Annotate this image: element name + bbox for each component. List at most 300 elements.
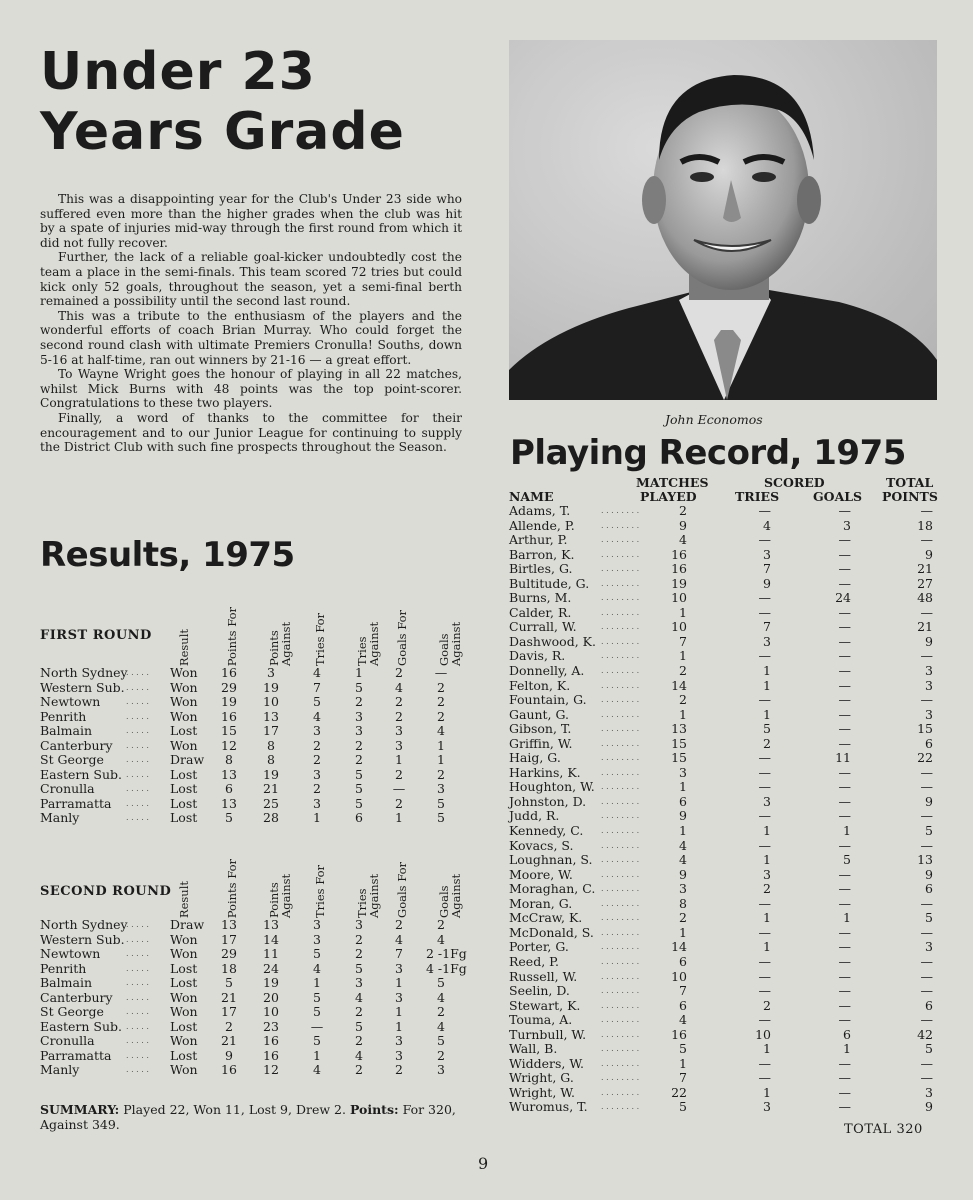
column-header: Goals For [395, 610, 409, 666]
tries: — [758, 750, 771, 766]
score-value: 3 [395, 1033, 403, 1048]
leader-dots: . . . . . [126, 978, 149, 987]
score-value: 3 [395, 737, 403, 753]
score-value: 5 [225, 975, 233, 990]
score-value: 5 [225, 810, 233, 825]
matches-played: 4 [679, 532, 687, 548]
photo-caption: John Economos [665, 412, 763, 427]
player-name: Fountain, G. [509, 692, 587, 708]
goals: — [838, 633, 851, 649]
player-name: Kennedy, C. [509, 823, 584, 839]
portrait-image [509, 40, 937, 400]
leader-dots: . . . . . [126, 784, 149, 793]
tries: 1 [763, 823, 771, 839]
matches-played: 9 [679, 517, 687, 533]
total-points: — [920, 779, 933, 795]
team-name: Canterbury [40, 737, 113, 753]
score-value: 2 [355, 1062, 363, 1077]
team-name: Balmain [40, 975, 92, 990]
intro-paragraph: This was a disappointing year for the Club's Under 23 side who suffered even more than the higher grades when the club was hit by a spate of injuries mid-way through the first round from which it did not fully recover. [40, 192, 462, 250]
goals: 5 [843, 852, 851, 868]
player-row [509, 897, 949, 912]
score-value: 5 [437, 795, 445, 811]
score-value: 12 [221, 737, 237, 753]
total-points: — [920, 895, 933, 911]
score-value: 19 [263, 679, 279, 695]
leader-dots: . . . . . . . . [601, 636, 640, 646]
tries: — [758, 808, 771, 824]
matches-played: 4 [679, 837, 687, 853]
column-header: Points Against [267, 873, 293, 918]
total-points: — [920, 968, 933, 984]
player-row [509, 970, 949, 985]
team-name: Eastern Sub. [40, 766, 123, 782]
player-row [509, 1028, 949, 1043]
goals: — [838, 1012, 851, 1028]
tries: 9 [763, 575, 771, 591]
matches-played: 1 [679, 648, 687, 664]
score-value: 16 [263, 1033, 279, 1048]
leader-dots: . . . . . . . . [601, 607, 640, 617]
score-value: 13 [221, 795, 237, 811]
total-points: — [920, 692, 933, 708]
result-row [40, 695, 480, 710]
score-value: 18 [221, 960, 237, 976]
score-value: 2 [395, 1062, 403, 1077]
result-value: Won [170, 1062, 198, 1077]
player-name: Johnston, D. [509, 793, 587, 809]
player-name: Widders, W. [509, 1055, 584, 1071]
leader-dots: . . . . . . . . [601, 942, 640, 952]
result-row [40, 782, 480, 797]
result-row [40, 768, 480, 783]
total-points: 15 [917, 721, 933, 737]
score-value: 1 [395, 752, 403, 767]
result-row [40, 1005, 480, 1020]
player-name: Wuromus, T. [509, 1099, 588, 1115]
leader-dots: . . . . . . . . [601, 695, 640, 705]
total-points: 21 [917, 561, 933, 577]
header-matches-bottom: PLAYED [640, 489, 697, 504]
player-row [509, 780, 949, 795]
tries: — [758, 503, 771, 518]
player-name: Moore, W. [509, 866, 573, 882]
goals: — [838, 779, 851, 795]
leader-dots: . . . . . [126, 949, 149, 958]
tries: 1 [763, 939, 771, 955]
player-name: Turnbull, W. [509, 1026, 587, 1042]
leader-dots: . . . . . . . . [601, 506, 640, 515]
first-round-header [40, 590, 480, 666]
tries: 1 [763, 706, 771, 722]
total-points: — [920, 1012, 933, 1028]
leader-dots: . . . . . . . . [601, 767, 640, 777]
player-name: Gaunt, G. [509, 706, 570, 722]
score-value: 15 [221, 723, 237, 738]
leader-dots: . . . . . [126, 1065, 149, 1074]
matches-played: 16 [671, 546, 687, 562]
team-name: Western Sub. [40, 679, 125, 695]
score-value: 1 [395, 1018, 403, 1034]
page-title-line-2: Years Grade [40, 102, 405, 162]
leader-dots: . . . . . [126, 992, 149, 1002]
leader-dots: . . . . . . . . [601, 564, 640, 574]
team-name: Parramatta [40, 1047, 112, 1063]
player-row [509, 766, 949, 781]
score-value: 4 [437, 723, 445, 738]
result-row [40, 933, 480, 948]
total-points: 3 [925, 939, 933, 955]
total-points: 27 [917, 575, 933, 591]
score-value: 7 [313, 679, 321, 695]
score-value: 10 [263, 694, 279, 709]
column-header: Result [177, 628, 191, 666]
player-name: Currall, W. [509, 619, 577, 635]
leader-dots: . . . . . [126, 682, 149, 692]
player-row [509, 1100, 949, 1115]
matches-played: 22 [671, 1084, 687, 1100]
score-value: 11 [263, 946, 279, 961]
result-value: Lost [170, 781, 198, 796]
player-name: Barron, K. [509, 546, 575, 562]
player-name: Griffin, W. [509, 735, 573, 751]
total-points: — [920, 953, 933, 969]
leader-dots: . . . . . . . . [601, 738, 640, 748]
tries: — [758, 692, 771, 708]
player-row [509, 591, 949, 606]
matches-played: 1 [679, 924, 687, 940]
leader-dots: . . . . . . . . [601, 884, 640, 894]
score-value: 3 [267, 665, 275, 680]
player-row [509, 751, 949, 766]
score-value: 2 [313, 737, 321, 753]
score-value: — [434, 665, 448, 680]
leader-dots: . . . . . [126, 697, 149, 706]
tries: — [758, 895, 771, 911]
total-points: — [920, 532, 933, 548]
score-value: 5 [313, 1033, 321, 1048]
leader-dots: . . . . . . . . [601, 724, 640, 734]
team-name: Penrith [40, 708, 87, 724]
score-value: 16 [221, 708, 237, 724]
player-name: Arthur, P. [509, 532, 568, 548]
result-row [40, 710, 480, 725]
matches-played: 1 [679, 779, 687, 795]
leader-dots: . . . . . . . . [601, 1058, 640, 1068]
player-row [509, 984, 949, 999]
score-value: 3 [437, 781, 445, 796]
total-points: 3 [925, 677, 933, 693]
total-points: — [920, 1055, 933, 1071]
score-value: 3 [355, 975, 363, 990]
player-row [509, 940, 949, 955]
player-name: Judd, R. [509, 808, 560, 824]
goals: — [838, 997, 851, 1013]
score-value: 1 [395, 1004, 403, 1019]
team-name: Eastern Sub. [40, 1018, 123, 1034]
score-value: 23 [263, 1018, 279, 1034]
matches-played: 1 [679, 604, 687, 620]
goals: — [838, 546, 851, 562]
intro-paragraph: This was a tribute to the enthusiasm of the players and the wonderful efforts of coach Brian Murray. Who could forget the second round clash with ultimate Premiers Cronulla! Souths, down 5-16 at half-time, ran out winners by 21-16 — a great effort. [40, 308, 462, 367]
goals: — [838, 721, 851, 737]
score-value: 2 [355, 946, 363, 961]
player-name: Burns, M. [509, 590, 572, 606]
matches-played: 6 [679, 953, 687, 969]
tries: — [758, 604, 771, 620]
goals: 3 [843, 517, 851, 533]
player-name: Felton, K. [509, 677, 571, 693]
total-points: 3 [925, 663, 933, 679]
score-value: 1 [355, 665, 363, 680]
first-round-label: FIRST ROUND [40, 628, 152, 643]
player-name: Haig, G. [509, 750, 561, 766]
team-name: Cronulla [40, 781, 95, 796]
team-name: North Sydney [40, 917, 128, 932]
leader-dots: . . . . . . . . [601, 1102, 640, 1112]
goals: — [838, 983, 851, 999]
result-value: Won [170, 694, 198, 709]
tries: — [758, 1070, 771, 1086]
score-value: 4 [355, 989, 363, 1005]
score-value: 3 [355, 723, 363, 738]
portrait-photo [509, 40, 937, 400]
tries: 10 [755, 1026, 771, 1042]
score-value: — [392, 781, 406, 796]
page-title-line-1: Under 23 [40, 42, 316, 102]
player-row [509, 1042, 949, 1057]
total-points: 42 [917, 1026, 933, 1042]
score-value: 2 -1Fg [426, 946, 467, 961]
goals: — [838, 575, 851, 591]
goals: — [838, 881, 851, 897]
goals: — [838, 692, 851, 708]
score-value: 10 [263, 1004, 279, 1019]
total-points: 3 [925, 1084, 933, 1100]
player-name: McDonald, S. [509, 924, 594, 940]
score-value: 2 [437, 766, 445, 782]
summary-points: For 320, Against 349. [40, 1102, 456, 1132]
score-value: 21 [221, 989, 237, 1005]
score-value: 4 [395, 931, 403, 947]
score-value: 12 [263, 1062, 279, 1077]
player-row [509, 795, 949, 810]
score-value: 2 [437, 694, 445, 709]
score-value: 2 [395, 708, 403, 724]
result-row [40, 681, 480, 696]
player-row [509, 548, 949, 563]
result-row [40, 1049, 480, 1064]
team-name: North Sydney [40, 665, 128, 680]
score-value: 3 [395, 960, 403, 976]
player-name: Dashwood, K. [509, 633, 596, 649]
score-value: 24 [263, 960, 279, 976]
player-name: McCraw, K. [509, 910, 583, 926]
tries: — [758, 953, 771, 969]
matches-played: 10 [671, 619, 687, 635]
team-name: Parramatta [40, 795, 112, 811]
total-points: 6 [925, 735, 933, 751]
goals: 6 [843, 1026, 851, 1042]
player-row [509, 868, 949, 883]
total-points: 6 [925, 997, 933, 1013]
column-header: Points For [225, 606, 239, 666]
score-value: 4 [437, 931, 445, 947]
tries: 3 [763, 633, 771, 649]
score-value: 2 [355, 694, 363, 709]
player-name: Allende, P. [509, 517, 575, 533]
tries: 3 [763, 546, 771, 562]
tries: 3 [763, 1099, 771, 1115]
score-value: 3 [395, 723, 403, 738]
leader-dots: . . . . . . . . [601, 549, 640, 559]
first-round-table [40, 590, 480, 826]
tries: — [758, 1055, 771, 1071]
score-value: 29 [221, 946, 237, 961]
leader-dots: . . . . . [126, 769, 149, 779]
result-row [40, 724, 480, 739]
result-value: Lost [170, 795, 198, 811]
score-value: 21 [263, 781, 279, 796]
goals: — [838, 924, 851, 940]
score-value: 4 [313, 665, 321, 680]
total-points: 5 [925, 1041, 933, 1057]
score-value: 1 [437, 737, 445, 753]
player-row [509, 664, 949, 679]
matches-played: 14 [671, 939, 687, 955]
player-row [509, 606, 949, 621]
score-value: 2 [395, 795, 403, 811]
player-row [509, 620, 949, 635]
matches-played: 19 [671, 575, 687, 591]
tries: — [758, 968, 771, 984]
player-name: Moran, G. [509, 895, 573, 911]
column-header: Tries For [313, 865, 327, 918]
tries: 5 [763, 721, 771, 737]
column-header: Result [177, 880, 191, 918]
total-points: 9 [925, 633, 933, 649]
total-points: 9 [925, 546, 933, 562]
player-name: Donnelly, A. [509, 663, 585, 679]
second-round-rows [40, 918, 480, 1078]
score-value: 2 [355, 737, 363, 753]
player-name: Touma, A. [509, 1012, 573, 1028]
result-row [40, 918, 480, 933]
goals: — [838, 663, 851, 679]
matches-played: 15 [671, 750, 687, 766]
goals: — [838, 503, 851, 518]
result-value: Won [170, 931, 198, 947]
second-round-label: SECOND ROUND [40, 884, 172, 899]
results-summary [40, 1102, 480, 1132]
result-row [40, 1034, 480, 1049]
result-value: Lost [170, 766, 198, 782]
leader-dots: . . . . . . . . [601, 753, 640, 763]
page-title [40, 42, 405, 162]
result-row [40, 991, 480, 1006]
team-name: St George [40, 752, 104, 767]
score-value: 17 [221, 931, 237, 947]
score-value: 1 [313, 810, 321, 825]
leader-dots: . . . . . [126, 1021, 149, 1031]
matches-played: 10 [671, 968, 687, 984]
result-value: Won [170, 679, 198, 695]
leader-dots: . . . . . . . . [601, 520, 640, 530]
score-value: 17 [221, 1004, 237, 1019]
total-points: — [920, 808, 933, 824]
team-name: Newtown [40, 694, 101, 709]
leader-dots: . . . . . . . . [601, 927, 640, 937]
team-name: Canterbury [40, 989, 113, 1005]
score-value: 1 [437, 752, 445, 767]
score-value: 5 [313, 989, 321, 1005]
column-header: Goals Against [437, 621, 463, 666]
result-row [40, 962, 480, 977]
score-value: 5 [437, 975, 445, 990]
total-points: — [920, 837, 933, 853]
score-value: 2 [437, 1047, 445, 1063]
total-points: — [920, 1070, 933, 1086]
score-value: 14 [263, 931, 279, 947]
score-value: 1 [395, 975, 403, 990]
matches-played: 13 [671, 721, 687, 737]
header-total-top: TOTAL [886, 475, 934, 490]
matches-played: 9 [679, 808, 687, 824]
player-row [509, 955, 949, 970]
player-row [509, 737, 949, 752]
score-value: 2 [355, 752, 363, 767]
goals: — [838, 808, 851, 824]
player-row [509, 1013, 949, 1028]
goals: — [838, 837, 851, 853]
matches-played: 2 [679, 910, 687, 926]
leader-dots: . . . . . [126, 668, 149, 677]
leader-dots: . . . . . . . . [601, 796, 640, 806]
intro-paragraph: Finally, a word of thanks to the committee for their encouragement and to our Junior League for continuing to supply the District Club with such fine prospects throughout the Season. [40, 410, 462, 455]
matches-played: 5 [679, 1099, 687, 1115]
leader-dots: . . . . . [126, 1050, 149, 1060]
leader-dots: . . . . . . . . [601, 1000, 640, 1010]
score-value: 5 [355, 766, 363, 782]
header-goals: GOALS [813, 489, 863, 504]
player-name: Loughnan, S. [509, 852, 593, 868]
score-value: 2 [437, 917, 445, 932]
player-row [509, 999, 949, 1014]
tries: 2 [763, 881, 771, 897]
leader-dots: . . . . . . . . [601, 1087, 640, 1097]
team-name: Cronulla [40, 1033, 95, 1048]
column-header: Tries Against [355, 873, 381, 918]
score-value: 4 [313, 960, 321, 976]
leader-dots: . . . . . . . . [601, 986, 640, 996]
result-value: Won [170, 1004, 198, 1019]
total-points: 5 [925, 910, 933, 926]
total-points: 6 [925, 881, 933, 897]
points-label: Points: [349, 1102, 399, 1117]
leader-dots: . . . . . . . . [601, 535, 640, 545]
score-value: 2 [437, 679, 445, 695]
tries: — [758, 648, 771, 664]
player-row [509, 1086, 949, 1101]
player-name: Wright, G. [509, 1070, 574, 1086]
score-value: 21 [221, 1033, 237, 1048]
result-value: Won [170, 708, 198, 724]
score-value: 5 [313, 694, 321, 709]
result-row [40, 811, 480, 826]
column-header: Goals Against [437, 873, 463, 918]
goals: — [838, 648, 851, 664]
matches-played: 6 [679, 793, 687, 809]
